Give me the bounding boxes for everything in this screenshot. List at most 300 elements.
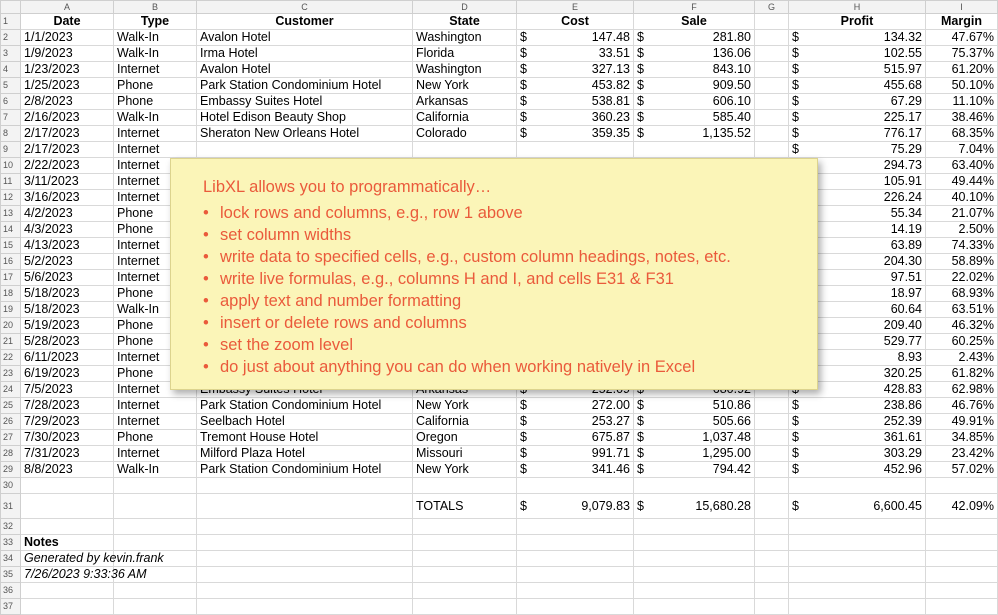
column-header[interactable]: A [21, 1, 114, 14]
cell[interactable] [755, 446, 789, 462]
date-cell[interactable]: 7/5/2023 [21, 382, 114, 398]
customer-cell[interactable]: Park Station Condominium Hotel [197, 398, 413, 414]
margin-cell[interactable]: 22.02% [926, 270, 998, 286]
margin-cell[interactable]: 50.10% [926, 78, 998, 94]
state-cell[interactable]: Arkansas [413, 94, 517, 110]
customer-cell[interactable]: Hotel Edison Beauty Shop [197, 110, 413, 126]
row-header[interactable]: 14 [1, 222, 21, 238]
row-header[interactable]: 17 [1, 270, 21, 286]
row-header[interactable]: 32 [1, 519, 21, 535]
cell[interactable] [517, 583, 634, 599]
margin-cell[interactable]: 40.10% [926, 190, 998, 206]
date-cell[interactable]: 4/3/2023 [21, 222, 114, 238]
date-cell[interactable]: 3/11/2023 [21, 174, 114, 190]
row-header[interactable]: 19 [1, 302, 21, 318]
cell[interactable] [789, 551, 926, 567]
total-sale-cell[interactable] [634, 494, 755, 519]
cost-cell[interactable] [517, 398, 634, 414]
state-cell[interactable]: Florida [413, 46, 517, 62]
cell[interactable] [413, 599, 517, 615]
cell[interactable] [197, 535, 413, 551]
cell[interactable] [21, 599, 114, 615]
row-header[interactable]: 8 [1, 126, 21, 142]
cell[interactable] [634, 567, 755, 583]
type-cell[interactable]: Internet [114, 238, 197, 254]
customer-cell[interactable]: Park Station Condominium Hotel [197, 78, 413, 94]
row-header[interactable]: 9 [1, 142, 21, 158]
date-cell[interactable]: 5/18/2023 [21, 286, 114, 302]
cell[interactable] [789, 519, 926, 535]
cell[interactable] [789, 599, 926, 615]
cell[interactable] [413, 567, 517, 583]
margin-cell[interactable]: 61.82% [926, 366, 998, 382]
cell[interactable] [21, 583, 114, 599]
cell[interactable] [789, 583, 926, 599]
margin-cell[interactable]: 63.40% [926, 158, 998, 174]
profit-cell[interactable] [789, 398, 926, 414]
date-cell[interactable]: 2/22/2023 [21, 158, 114, 174]
profit-cell[interactable] [789, 126, 926, 142]
margin-cell[interactable]: 68.93% [926, 286, 998, 302]
cost-cell[interactable] [517, 110, 634, 126]
margin-cell[interactable]: 21.07% [926, 206, 998, 222]
date-cell[interactable]: 6/11/2023 [21, 350, 114, 366]
row-header[interactable]: 13 [1, 206, 21, 222]
cell[interactable] [114, 599, 197, 615]
row-header[interactable]: 37 [1, 599, 21, 615]
margin-cell[interactable]: 2.43% [926, 350, 998, 366]
cell[interactable] [755, 30, 789, 46]
cell[interactable] [197, 551, 413, 567]
date-cell[interactable]: 7/31/2023 [21, 446, 114, 462]
column-header[interactable]: F [634, 1, 755, 14]
sale-cell[interactable] [634, 398, 755, 414]
type-cell[interactable]: Phone [114, 222, 197, 238]
table-row[interactable] [1, 126, 998, 142]
cell[interactable] [789, 535, 926, 551]
sale-cell[interactable] [634, 446, 755, 462]
cell[interactable] [634, 478, 755, 494]
cell[interactable] [926, 478, 998, 494]
state-cell[interactable]: New York [413, 462, 517, 478]
cell[interactable] [634, 583, 755, 599]
cell[interactable] [517, 551, 634, 567]
sale-cell[interactable] [634, 414, 755, 430]
cell[interactable] [755, 46, 789, 62]
cell[interactable] [413, 535, 517, 551]
cell[interactable] [197, 519, 413, 535]
type-cell[interactable]: Phone [114, 78, 197, 94]
row-header[interactable]: 25 [1, 398, 21, 414]
date-cell[interactable]: 3/16/2023 [21, 190, 114, 206]
customer-cell[interactable]: Irma Hotel [197, 46, 413, 62]
profit-cell[interactable] [789, 46, 926, 62]
table-row[interactable] [1, 94, 998, 110]
row-header[interactable]: 1 [1, 14, 21, 30]
state-cell[interactable]: New York [413, 78, 517, 94]
notes-title[interactable]: Notes [21, 535, 114, 551]
date-cell[interactable]: 2/16/2023 [21, 110, 114, 126]
profit-cell[interactable] [789, 414, 926, 430]
state-cell[interactable]: Washington [413, 30, 517, 46]
cell[interactable] [926, 551, 998, 567]
cost-cell[interactable] [517, 46, 634, 62]
sale-cell[interactable] [634, 94, 755, 110]
type-cell[interactable]: Internet [114, 350, 197, 366]
margin-cell[interactable]: 68.35% [926, 126, 998, 142]
row-header[interactable]: 26 [1, 414, 21, 430]
cell[interactable] [634, 599, 755, 615]
margin-cell[interactable]: 62.98% [926, 382, 998, 398]
row-header[interactable]: 29 [1, 462, 21, 478]
type-cell[interactable]: Phone [114, 430, 197, 446]
date-cell[interactable]: 2/17/2023 [21, 126, 114, 142]
cell[interactable] [114, 583, 197, 599]
date-cell[interactable]: 4/2/2023 [21, 206, 114, 222]
cell[interactable] [517, 599, 634, 615]
state-cell[interactable]: California [413, 414, 517, 430]
sale-cell[interactable] [634, 78, 755, 94]
notes-timestamp[interactable]: 7/26/2023 9:33:36 AM [21, 567, 114, 583]
cell[interactable] [197, 583, 413, 599]
cell[interactable] [755, 398, 789, 414]
margin-cell[interactable]: 46.76% [926, 398, 998, 414]
profit-cell[interactable] [789, 110, 926, 126]
table-row[interactable] [1, 430, 998, 446]
row-header[interactable]: 12 [1, 190, 21, 206]
sale-cell[interactable] [634, 142, 755, 158]
state-cell[interactable] [413, 142, 517, 158]
sale-cell[interactable] [634, 462, 755, 478]
date-cell[interactable]: 5/2/2023 [21, 254, 114, 270]
table-row[interactable] [1, 446, 998, 462]
cell[interactable] [517, 535, 634, 551]
type-cell[interactable]: Walk-In [114, 30, 197, 46]
cell[interactable] [413, 478, 517, 494]
type-cell[interactable]: Internet [114, 174, 197, 190]
cell[interactable] [755, 599, 789, 615]
cost-cell[interactable] [517, 94, 634, 110]
cell[interactable] [926, 567, 998, 583]
margin-cell[interactable]: 2.50% [926, 222, 998, 238]
date-cell[interactable]: 1/1/2023 [21, 30, 114, 46]
row-header[interactable]: 23 [1, 366, 21, 382]
type-cell[interactable]: Internet [114, 62, 197, 78]
column-header[interactable]: D [413, 1, 517, 14]
cell[interactable] [926, 599, 998, 615]
cell[interactable] [755, 14, 789, 30]
cell[interactable] [114, 519, 197, 535]
row-header[interactable]: 33 [1, 535, 21, 551]
customer-cell[interactable]: Sheraton New Orleans Hotel [197, 126, 413, 142]
customer-cell[interactable]: Embassy Suites Hotel [197, 94, 413, 110]
state-cell[interactable]: Missouri [413, 446, 517, 462]
cell[interactable] [926, 535, 998, 551]
profit-cell[interactable] [789, 62, 926, 78]
date-cell[interactable]: 5/18/2023 [21, 302, 114, 318]
sale-cell[interactable] [634, 30, 755, 46]
cell[interactable] [755, 535, 789, 551]
header-sale[interactable]: Sale [634, 14, 755, 30]
row-header[interactable]: 10 [1, 158, 21, 174]
type-cell[interactable]: Internet [114, 414, 197, 430]
table-row[interactable] [1, 110, 998, 126]
row-header[interactable]: 5 [1, 78, 21, 94]
type-cell[interactable]: Internet [114, 382, 197, 398]
margin-cell[interactable]: 49.91% [926, 414, 998, 430]
table-row[interactable] [1, 62, 998, 78]
row-header[interactable]: 20 [1, 318, 21, 334]
profit-cell[interactable] [789, 30, 926, 46]
date-cell[interactable]: 7/30/2023 [21, 430, 114, 446]
margin-cell[interactable]: 34.85% [926, 430, 998, 446]
profit-cell[interactable] [789, 430, 926, 446]
cell[interactable] [517, 567, 634, 583]
table-row[interactable] [1, 414, 998, 430]
date-cell[interactable]: 1/9/2023 [21, 46, 114, 62]
type-cell[interactable]: Phone [114, 366, 197, 382]
cell[interactable] [755, 94, 789, 110]
customer-cell[interactable]: Avalon Hotel [197, 30, 413, 46]
cell[interactable] [755, 414, 789, 430]
type-cell[interactable]: Internet [114, 190, 197, 206]
cell[interactable] [926, 519, 998, 535]
table-row[interactable] [1, 46, 998, 62]
totals-label[interactable]: TOTALS [413, 494, 517, 519]
margin-cell[interactable]: 74.33% [926, 238, 998, 254]
select-all-corner[interactable] [1, 1, 21, 14]
cell[interactable] [755, 519, 789, 535]
cell[interactable] [413, 519, 517, 535]
date-cell[interactable]: 1/25/2023 [21, 78, 114, 94]
total-margin-cell[interactable]: 42.09% [926, 494, 998, 519]
date-cell[interactable]: 5/6/2023 [21, 270, 114, 286]
cell[interactable] [755, 142, 789, 158]
margin-cell[interactable]: 7.04% [926, 142, 998, 158]
cell[interactable] [634, 535, 755, 551]
column-header[interactable]: G [755, 1, 789, 14]
type-cell[interactable]: Phone [114, 94, 197, 110]
margin-cell[interactable]: 57.02% [926, 462, 998, 478]
margin-cell[interactable]: 75.37% [926, 46, 998, 62]
type-cell[interactable]: Phone [114, 318, 197, 334]
customer-cell[interactable]: Park Station Condominium Hotel [197, 462, 413, 478]
cell[interactable] [755, 62, 789, 78]
table-row[interactable] [1, 462, 998, 478]
type-cell[interactable]: Walk-In [114, 46, 197, 62]
margin-cell[interactable]: 63.51% [926, 302, 998, 318]
type-cell[interactable]: Phone [114, 206, 197, 222]
cell[interactable] [755, 78, 789, 94]
margin-cell[interactable]: 47.67% [926, 30, 998, 46]
table-row[interactable] [1, 78, 998, 94]
row-header[interactable]: 27 [1, 430, 21, 446]
cell[interactable] [114, 494, 197, 519]
table-row[interactable] [1, 398, 998, 414]
cell[interactable] [197, 478, 413, 494]
cell[interactable] [755, 430, 789, 446]
column-header[interactable]: I [926, 1, 998, 14]
column-header[interactable]: E [517, 1, 634, 14]
type-cell[interactable]: Internet [114, 126, 197, 142]
sale-cell[interactable] [634, 430, 755, 446]
type-cell[interactable]: Internet [114, 254, 197, 270]
column-header[interactable]: H [789, 1, 926, 14]
date-cell[interactable]: 7/28/2023 [21, 398, 114, 414]
row-header[interactable]: 21 [1, 334, 21, 350]
header-state[interactable]: State [413, 14, 517, 30]
cell[interactable] [755, 478, 789, 494]
date-cell[interactable]: 2/17/2023 [21, 142, 114, 158]
margin-cell[interactable]: 11.10% [926, 94, 998, 110]
row-header[interactable]: 34 [1, 551, 21, 567]
customer-cell[interactable]: Tremont House Hotel [197, 430, 413, 446]
sale-cell[interactable] [634, 46, 755, 62]
header-customer[interactable]: Customer [197, 14, 413, 30]
header-date[interactable]: Date [21, 14, 114, 30]
type-cell[interactable]: Walk-In [114, 302, 197, 318]
row-header[interactable]: 16 [1, 254, 21, 270]
date-cell[interactable]: 8/8/2023 [21, 462, 114, 478]
table-row[interactable] [1, 142, 998, 158]
row-header[interactable]: 31 [1, 494, 21, 519]
cost-cell[interactable] [517, 62, 634, 78]
cell[interactable] [517, 478, 634, 494]
cell[interactable] [755, 551, 789, 567]
cost-cell[interactable] [517, 142, 634, 158]
cell[interactable] [789, 567, 926, 583]
cell[interactable] [634, 519, 755, 535]
cost-cell[interactable] [517, 430, 634, 446]
table-row[interactable] [1, 30, 998, 46]
customer-cell[interactable]: Seelbach Hotel [197, 414, 413, 430]
sale-cell[interactable] [634, 62, 755, 78]
date-cell[interactable]: 4/13/2023 [21, 238, 114, 254]
type-cell[interactable]: Internet [114, 142, 197, 158]
profit-cell[interactable] [789, 78, 926, 94]
cell[interactable] [413, 583, 517, 599]
column-header[interactable]: C [197, 1, 413, 14]
type-cell[interactable]: Internet [114, 398, 197, 414]
row-header[interactable]: 3 [1, 46, 21, 62]
notes-generated-by[interactable]: Generated by kevin.frank [21, 551, 114, 567]
state-cell[interactable]: California [413, 110, 517, 126]
row-header[interactable]: 6 [1, 94, 21, 110]
row-header[interactable]: 7 [1, 110, 21, 126]
type-cell[interactable]: Internet [114, 446, 197, 462]
customer-cell[interactable] [197, 142, 413, 158]
cost-cell[interactable] [517, 126, 634, 142]
row-header[interactable]: 4 [1, 62, 21, 78]
cost-cell[interactable] [517, 446, 634, 462]
type-cell[interactable]: Phone [114, 286, 197, 302]
total-cost-cell[interactable] [517, 494, 634, 519]
date-cell[interactable]: 6/19/2023 [21, 366, 114, 382]
sale-cell[interactable] [634, 126, 755, 142]
header-profit[interactable]: Profit [789, 14, 926, 30]
cell[interactable] [114, 478, 197, 494]
row-header[interactable]: 24 [1, 382, 21, 398]
row-header[interactable]: 35 [1, 567, 21, 583]
cell[interactable] [789, 478, 926, 494]
header-margin[interactable]: Margin [926, 14, 998, 30]
row-header[interactable]: 30 [1, 478, 21, 494]
row-header[interactable]: 18 [1, 286, 21, 302]
date-cell[interactable]: 5/28/2023 [21, 334, 114, 350]
cell[interactable] [634, 551, 755, 567]
type-cell[interactable]: Walk-In [114, 462, 197, 478]
row-header[interactable]: 2 [1, 30, 21, 46]
cell[interactable] [755, 494, 789, 519]
cell[interactable] [197, 567, 413, 583]
totals-row[interactable] [1, 494, 998, 519]
total-profit-cell[interactable] [789, 494, 926, 519]
row-header[interactable]: 36 [1, 583, 21, 599]
profit-cell[interactable] [789, 94, 926, 110]
cost-cell[interactable] [517, 78, 634, 94]
cell[interactable] [926, 583, 998, 599]
profit-cell[interactable] [789, 142, 926, 158]
margin-cell[interactable]: 38.46% [926, 110, 998, 126]
date-cell[interactable]: 5/19/2023 [21, 318, 114, 334]
column-header[interactable]: B [114, 1, 197, 14]
type-cell[interactable]: Internet [114, 270, 197, 286]
header-cost[interactable]: Cost [517, 14, 634, 30]
date-cell[interactable]: 7/29/2023 [21, 414, 114, 430]
profit-cell[interactable] [789, 446, 926, 462]
cost-cell[interactable] [517, 414, 634, 430]
margin-cell[interactable]: 23.42% [926, 446, 998, 462]
date-cell[interactable]: 1/23/2023 [21, 62, 114, 78]
state-cell[interactable]: New York [413, 398, 517, 414]
customer-cell[interactable]: Milford Plaza Hotel [197, 446, 413, 462]
cell[interactable] [413, 551, 517, 567]
cell[interactable] [21, 519, 114, 535]
sale-cell[interactable] [634, 110, 755, 126]
cell[interactable] [755, 567, 789, 583]
cell[interactable] [755, 583, 789, 599]
state-cell[interactable]: Washington [413, 62, 517, 78]
cell[interactable] [21, 478, 114, 494]
cell[interactable] [755, 110, 789, 126]
cost-cell[interactable] [517, 462, 634, 478]
cell[interactable] [197, 599, 413, 615]
state-cell[interactable]: Oregon [413, 430, 517, 446]
margin-cell[interactable]: 49.44% [926, 174, 998, 190]
cell[interactable] [197, 494, 413, 519]
row-header[interactable]: 11 [1, 174, 21, 190]
margin-cell[interactable]: 61.20% [926, 62, 998, 78]
cost-cell[interactable] [517, 30, 634, 46]
cell[interactable] [755, 126, 789, 142]
cell[interactable] [755, 462, 789, 478]
margin-cell[interactable]: 46.32% [926, 318, 998, 334]
date-cell[interactable]: 2/8/2023 [21, 94, 114, 110]
cell[interactable] [517, 519, 634, 535]
state-cell[interactable]: Colorado [413, 126, 517, 142]
type-cell[interactable]: Walk-In [114, 110, 197, 126]
row-header[interactable]: 22 [1, 350, 21, 366]
type-cell[interactable]: Phone [114, 334, 197, 350]
cell[interactable] [21, 494, 114, 519]
cell[interactable] [114, 535, 197, 551]
customer-cell[interactable]: Avalon Hotel [197, 62, 413, 78]
profit-cell[interactable] [789, 462, 926, 478]
row-header[interactable]: 15 [1, 238, 21, 254]
header-type[interactable]: Type [114, 14, 197, 30]
type-cell[interactable]: Internet [114, 158, 197, 174]
margin-cell[interactable]: 60.25% [926, 334, 998, 350]
